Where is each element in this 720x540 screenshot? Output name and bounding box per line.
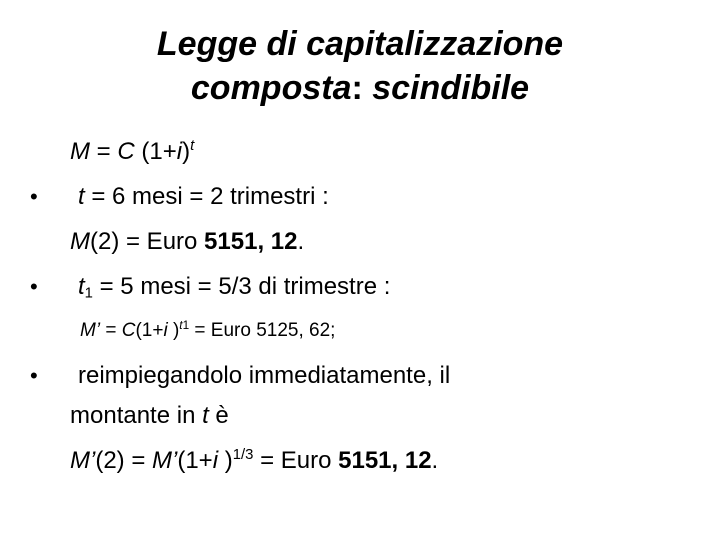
item2-t: t xyxy=(78,273,85,300)
formula-line xyxy=(70,137,194,167)
title-colon: : xyxy=(351,69,363,107)
item3-i: i xyxy=(212,447,219,474)
item2-Mp: M’ xyxy=(80,320,101,341)
title-composta: composta xyxy=(190,69,352,107)
bullet-2: • xyxy=(30,274,38,299)
item3-open: (1+ xyxy=(177,447,213,474)
item1-line2 xyxy=(70,227,304,257)
formula-exp-t: t xyxy=(190,138,195,155)
title-line-1: Legge di capitalizzazione xyxy=(156,25,564,63)
item3-end: . xyxy=(431,447,439,474)
item2-open: (1+ xyxy=(135,320,164,341)
item2-line1 xyxy=(78,272,390,302)
title-line-2 xyxy=(0,66,720,110)
item3-eq: = Euro xyxy=(253,447,339,474)
item3-t: t xyxy=(202,402,209,429)
item3-Mp2: M’ xyxy=(152,447,178,474)
item2-rest: = Euro 5125, 62; xyxy=(189,320,336,341)
slide-title xyxy=(0,22,720,110)
item3-Mp: M’ xyxy=(70,447,96,474)
item1-t: t xyxy=(78,183,85,210)
item3-line2b: è xyxy=(208,402,229,429)
item3-value: 5151, 12 xyxy=(338,447,432,474)
formula-close: ) xyxy=(182,138,191,165)
formula-M: M xyxy=(70,138,90,165)
item1-line1 xyxy=(78,182,329,212)
formula-eq: = xyxy=(90,138,118,165)
item3-line1: reimpiegandolo immediatamente, il xyxy=(78,362,451,389)
item2-eq: = xyxy=(100,320,122,341)
item3-close: ) xyxy=(218,447,233,474)
item2-exp-1: 1 xyxy=(182,318,190,332)
item3-line2 xyxy=(70,401,229,431)
item2-C: C xyxy=(121,320,136,341)
bullet-3: • xyxy=(30,363,38,388)
formula-i: i xyxy=(176,138,183,165)
item2-i: i xyxy=(163,320,168,341)
item1-value: 5151, 12 xyxy=(204,228,298,255)
item3-line2a: montante in xyxy=(70,402,203,429)
item3-line3 xyxy=(70,446,438,476)
item2-close: ) xyxy=(167,320,180,341)
item2-line2 xyxy=(80,319,335,343)
item2-text: = 5 mesi = 5/3 di trimestre : xyxy=(92,273,391,300)
item2-exp-t: t xyxy=(179,318,183,332)
formula-open: (1+ xyxy=(134,138,177,165)
item1-end: . xyxy=(297,228,305,255)
formula-C: C xyxy=(117,138,135,165)
item3-arg: (2) = xyxy=(95,447,153,474)
item2-sub: 1 xyxy=(84,285,93,302)
bullet-1: • xyxy=(30,184,38,209)
item1-text: = 6 mesi = 2 trimestri : xyxy=(84,183,329,210)
item3-exp: 1/3 xyxy=(232,447,254,464)
item1-arg: (2) = Euro xyxy=(90,228,205,255)
item1-M: M xyxy=(70,228,90,255)
title-scindibile: scindibile xyxy=(372,69,530,107)
